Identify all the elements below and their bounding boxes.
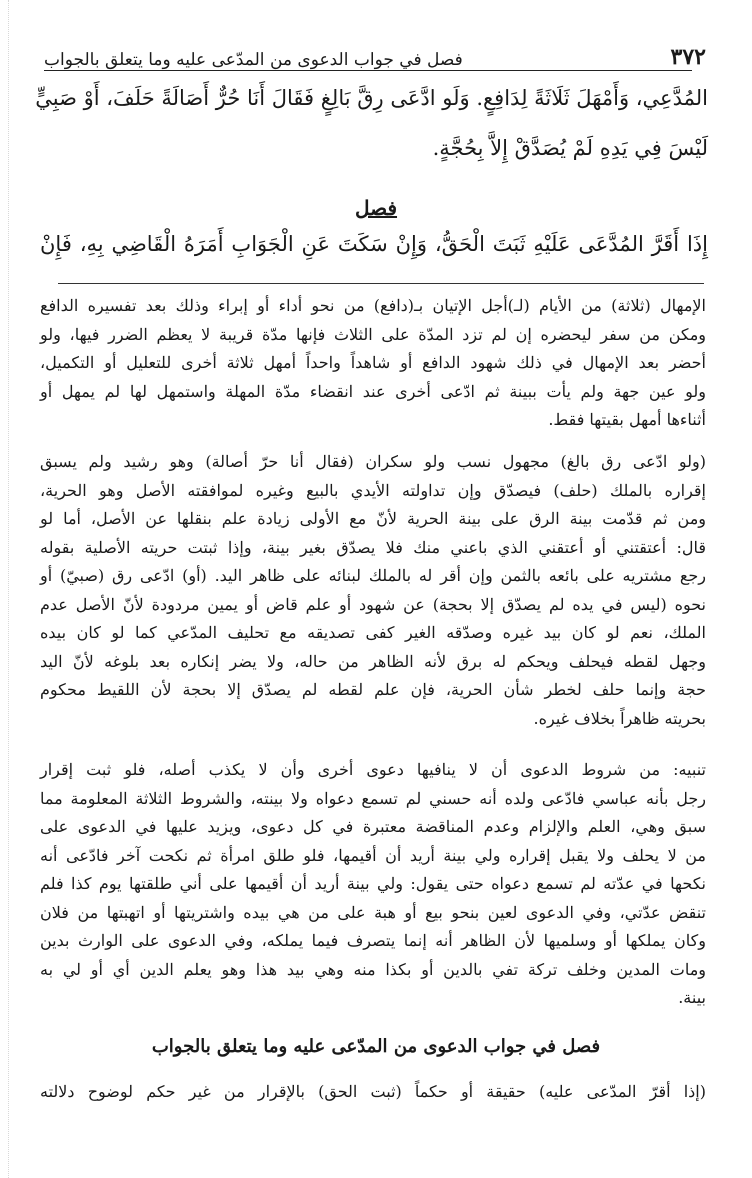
sharh-line: نحوه (ليس في يده لم يصدّق إلا بحجة) عن شهود أو علم قاض أو يمين مردودة لأنّ الأصل عدم [40,594,706,614]
page-number: ٣٧٢ [670,44,706,70]
section-2-heading: فصل في جواب الدعوى من المدّعى عليه وما يتعلق بالجواب [151,1036,601,1057]
sharh-line: بينة. [678,988,706,1007]
sharh-line: ومات المدين وخلف تركة تفي بالدين أو بكذا منه وهي بيد هذا وهو يعلم الدين أي أو لي به [40,959,706,979]
sharh-line: ومن ثم قدّمت بينة الرق على بينة الحرية لأنّ مع الأولى زيادة علم بنقلها عن الأصل، أما لو [40,509,706,528]
sharh-line: تنقض عدّتي، وفي الدعوى لعين بنحو بيع أو هبة على من هي بيده واشتريتها أو اتهبتها من فلان [40,902,706,922]
sharh-line: الملك، نعم لو كان بيد غيره وصدّقه الغير كفى تصديقه مع تحليف المدّعي كما لو كان بيده [40,623,706,642]
sharh-paragraph-3 [40,756,706,1013]
sharh-line: ومكن من سفر ليحضره إن لم تزد المدّة على الثلاث فإنها مدّة قريبة لا يعظم الضرر فيها، ولو [40,324,706,344]
sharh-line: رجع مشتريه على بائعه بالثمن وإن أقر له بالملك لبنائه على ظاهر اليد. (أو) ادّعى رق (صبيّ) أو [40,566,706,585]
sharh-line: تنبيه: من شروط الدعوى أن لا ينافيها دعوى أخرى وأن لا يكذب أصله، فلو ثبت إقرار [40,760,706,779]
sharh-line: أحضر بعد الإمهال في ذلك شهود الدافع أو شاهداً واحداً أمهل ثلاثة أخرى للتعليل أو التكميل، [40,353,706,372]
sharh-line: ولو عين جهة ولم يأت ببينة ثم ادّعى أخرى عند انقضاء مدّة المهلة واستمهل لها لم يمهل أو [40,381,707,401]
sharh-line: وكان يملكها أو وسلميها لأن الظاهر أنه إنما يتصرف فيما يملكه، وفي الدعوى على الوارث بدين [40,931,707,950]
sharh-line: قال: أعتقتني أو أعتقني الذي باعني منك فلا يصدّق بغير بينة، وإذا ثبتت حريته الأصلية بقوله [40,537,706,557]
sharh-line: من لا يحلف ولا يقبل إقراره ولي بينة أريد أن أقيمها، فلو طلق امرأة ثم نكحت آخر فادّعى أنه [40,845,706,865]
matn-line-2: لَيْسَ فِي يَدِهِ لَمْ يُصَدَّقْ إِلاَّ بِحُجَّةٍ. [432,136,708,160]
matn-section-line: إِذَا أَقَرَّ المُدَّعَى عَلَيْهِ ثَبَتَ الْحَقُّ، وَإِنْ سَكَتَ عَنِ الْجَوَابِ أَمَرَهُ الْقَاضِي بِهِ، فَإِنْ [40,232,708,256]
running-title: فصل في جواب الدعوى من المدّعى عليه وما يتعلق بالجواب [44,50,463,70]
matn-line-1: المُدَّعِي، وَأَمْهَلَ ثَلَاثَةً لِدَافِعٍ. وَلَو ادَّعَى رِقَّ بَالِغٍ فَقَالَ أَنَا حُرٌّ أَصَالَةً حَلَفَ، أَوْ صَبِيٍّ [35,86,708,110]
sharh-paragraph-2 [40,448,706,733]
section-heading: فصل [354,196,398,220]
sharh-line: الإمهال (ثلاثة) من الأيام (لـ)أجل الإتيان بـ(دافع) من نحو أداء أو إبراء وذلك بعد تفسيره الدافع [40,296,706,315]
header-rule [44,70,692,71]
sharh-line: (إذا أقرّ المدّعى عليه) حقيقة أو حكماً (ثبت الحق) بالإقرار من غير حكم لوضوح دلالته [40,1082,706,1101]
sharh-line: رجل بأنه عباسي فادّعى ولده أنه حسني لم تسمع دعواه ولا بينته، والشروط الثلاثة المعلومة مما [40,788,706,808]
sharh-paragraph-4 [40,1078,706,1107]
sharh-line: أثناءها أمهل بقيتها فقط. [548,410,706,429]
sharh-line: بحريته ظاهراً بخلاف غيره. [533,708,706,728]
sharh-line: وجهل لقطه فيحلف ويحكم له برق لأنه الظاهر من حاله، ولا يضر إنكاره بعد بلوغه لأنّ اليد [40,651,706,671]
matn-sharh-divider [58,283,704,284]
sharh-paragraph-1 [40,292,706,435]
page-header [40,36,706,70]
sharh-line: سبق وهي، العلم والإلزام وعدم المناقضة معتبرة في كل دعوى، ويزيد عليها في الدعوى على [40,817,706,836]
sharh-line: حجة وإنما حلف لخطر شأن الحرية، فإن علم لقطه لم يصدّق إلا بحجة لأن اللقيط محكوم [40,680,706,699]
sharh-line: إقراره بالملك (حلف) فيصدّق وإن تداولته الأيدي بالبيع وغيره لموافقته الأصل وهو الحرية، [40,480,706,500]
sharh-line: (ولو ادّعى رق بالغ) مجهول نسب ولو سكران (فقال أنا حرّ أصالة) وهو رشيد ولم يسبق [40,452,706,471]
sharh-line: نكحها في عدّته لم تسمع دعواه حتى يقول: ولي بينة أريد أن أقيمها على أني طلقتها يوم كذا فلم [40,874,706,893]
page-edge-shadow [8,0,11,1178]
